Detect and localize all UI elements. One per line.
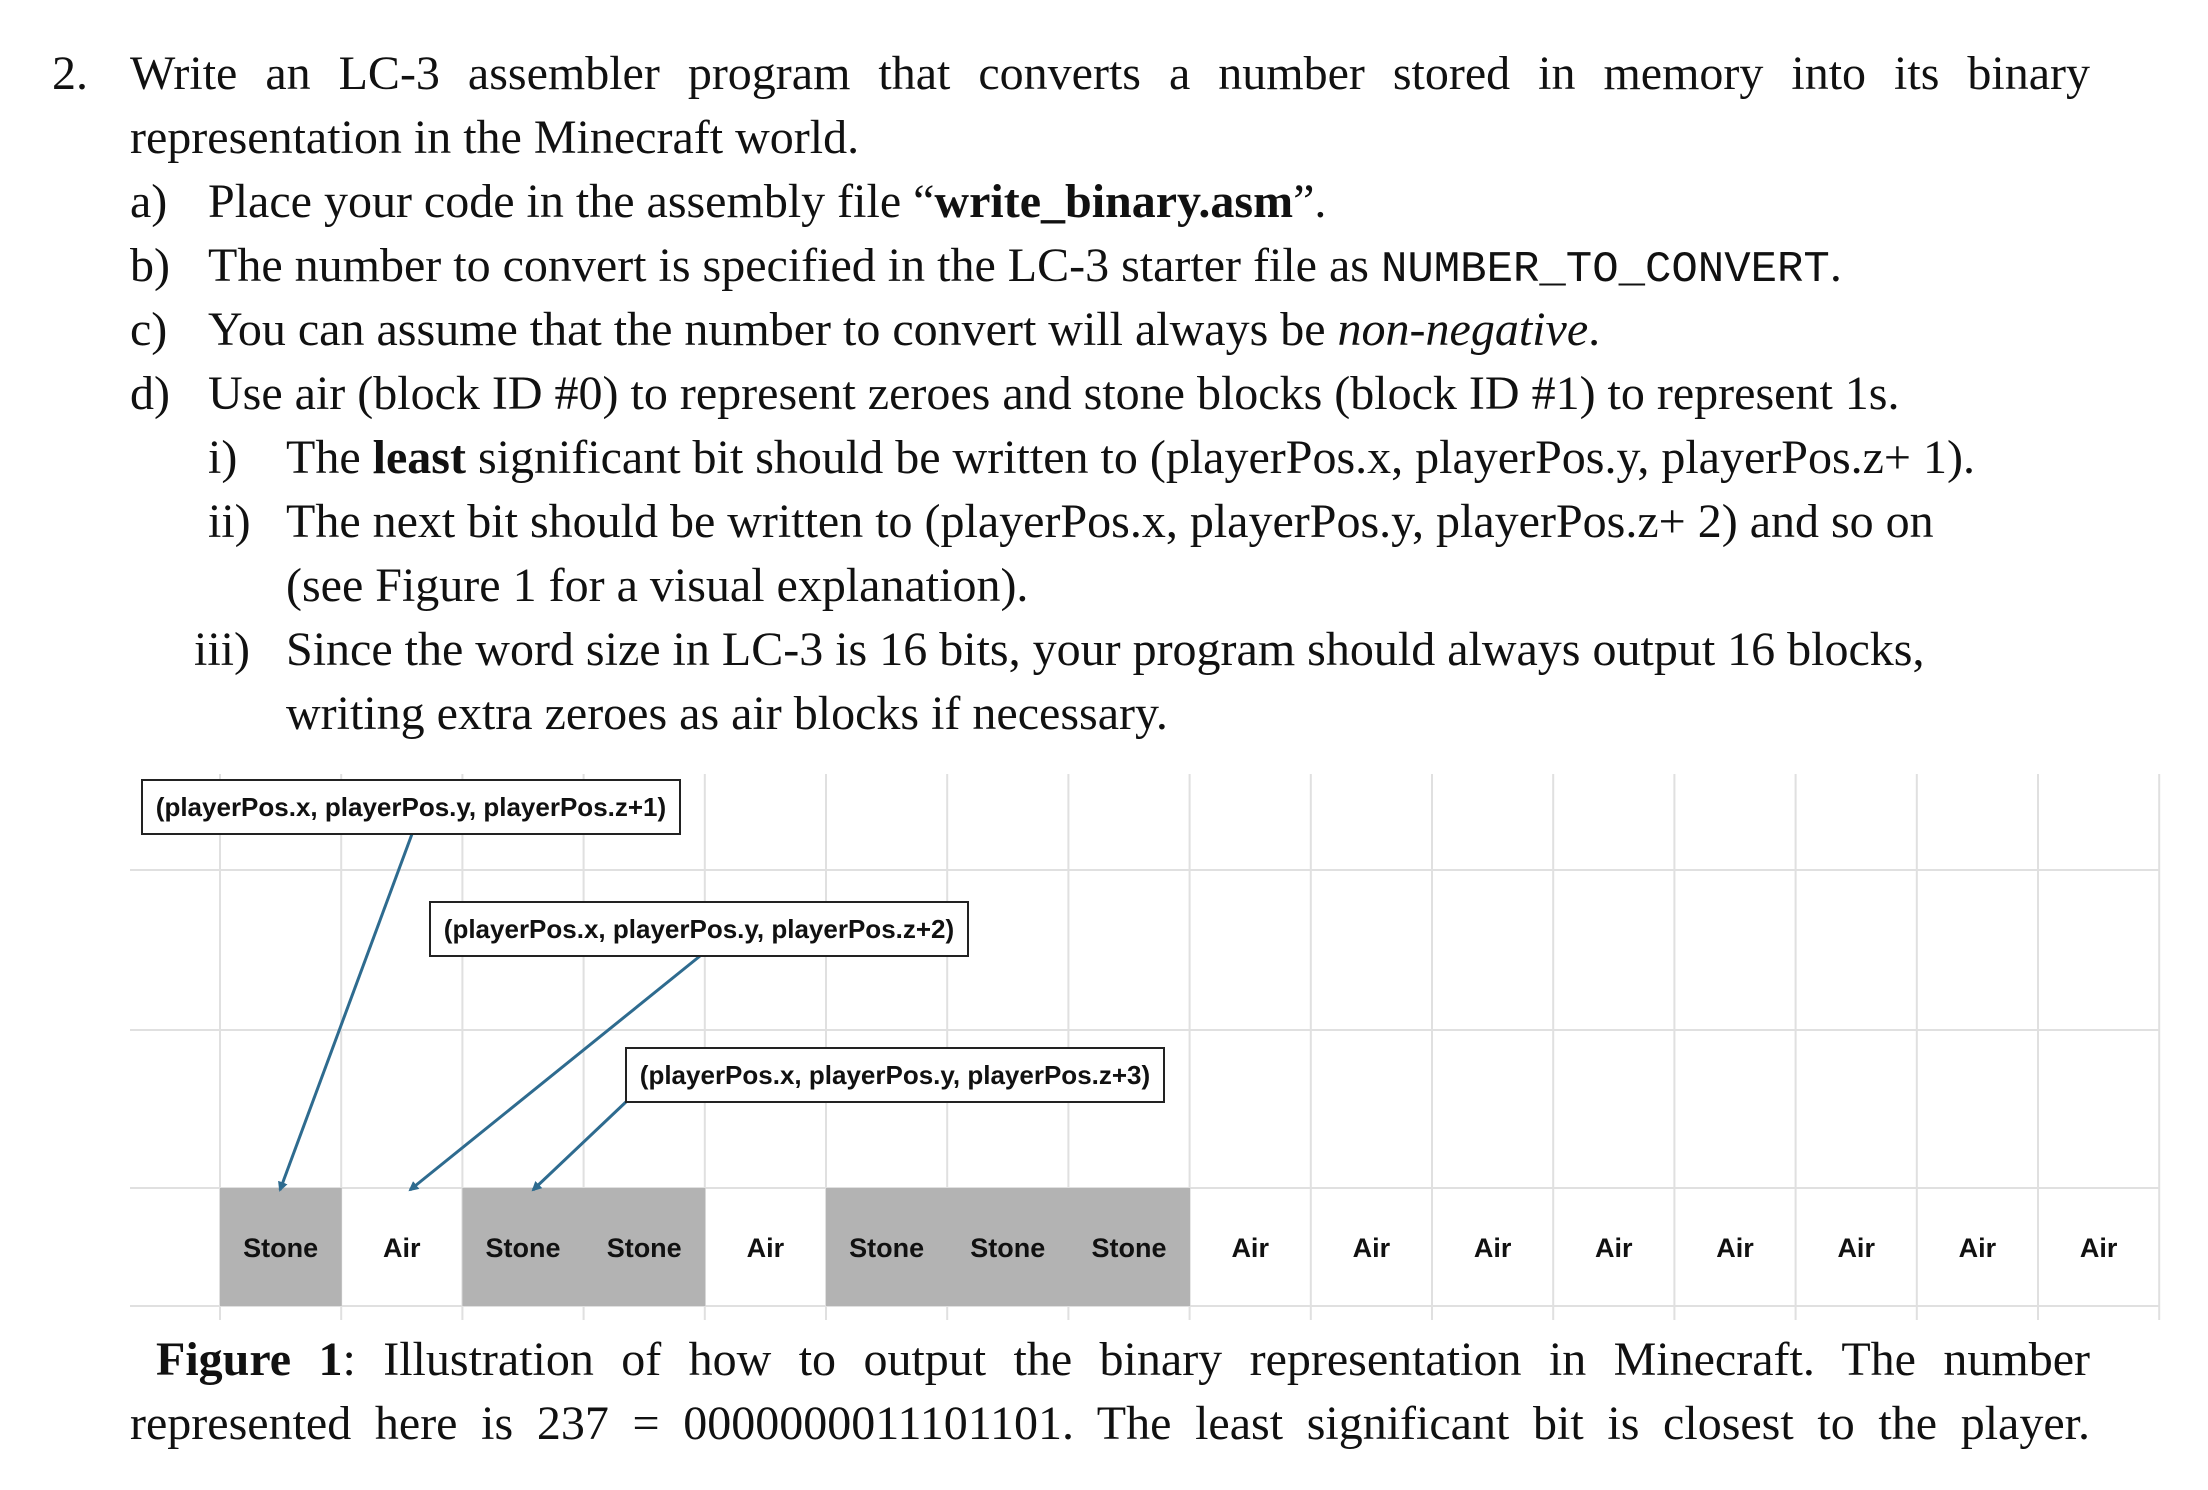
item-b-label: b) bbox=[130, 239, 170, 292]
stone-block-label: Stone bbox=[243, 1233, 319, 1263]
subitem-i-bold: least bbox=[372, 431, 466, 484]
subitem-i-pre: The bbox=[286, 431, 373, 484]
problem-number: 2. bbox=[52, 47, 88, 100]
item-a-label: a) bbox=[130, 175, 168, 228]
item-d-label: d) bbox=[130, 367, 170, 420]
stone-block-label: Stone bbox=[606, 1233, 682, 1263]
callout-z2: (playerPos.x, playerPos.y, playerPos.z+2) bbox=[443, 914, 955, 944]
intro-line-1: Write an LC-3 assembler program that converts a number stored in memory into its binary bbox=[130, 47, 2090, 100]
item-b-code: NUMBER_TO_CONVERT bbox=[1380, 245, 1830, 295]
subitem-ii-label: ii) bbox=[208, 495, 251, 548]
subitem-iii-line2: writing extra zeroes as air blocks if necessary. bbox=[286, 687, 1168, 740]
arrow-z1 bbox=[280, 834, 412, 1190]
stone-block-label: Stone bbox=[1091, 1233, 1167, 1263]
subitem-i-post: significant bit should be written to (playerPos.x, playerPos.y, playerPos.z+ 1). bbox=[465, 431, 1975, 484]
subitem-i-label: i) bbox=[208, 431, 238, 484]
stone-block-label: Stone bbox=[849, 1233, 925, 1263]
air-block-label: Air bbox=[1958, 1233, 1997, 1263]
item-a-pre: Place your code in the assembly file “ bbox=[208, 175, 935, 228]
subitem-ii-line1: The next bit should be written to (playerPos.x, playerPos.y, playerPos.z+ 2) and so on bbox=[286, 495, 1934, 548]
subitem-iii-line1: Since the word size in LC-3 is 16 bits, your program should always output 16 blocks, bbox=[286, 623, 1925, 676]
caption-line1-rest: : Illustration of how to output the binary representation in Minecraft. The number bbox=[342, 1333, 2091, 1386]
intro-line-2: representation in the Minecraft world. bbox=[130, 111, 860, 164]
air-block-label: Air bbox=[2079, 1233, 2118, 1263]
figure-caption-line1 bbox=[156, 1330, 2090, 1390]
callout-z1: (playerPos.x, playerPos.y, playerPos.z+1) bbox=[155, 792, 667, 822]
air-block-label: Air bbox=[1837, 1233, 1875, 1263]
stone-block-label: Stone bbox=[970, 1233, 1046, 1263]
air-block-label: Air bbox=[1595, 1233, 1633, 1263]
air-block-label: Air bbox=[1716, 1233, 1754, 1263]
item-c-post: . bbox=[1588, 303, 1601, 356]
air-block-label: Air bbox=[383, 1233, 421, 1263]
callout-arrows bbox=[280, 834, 700, 1190]
air-block-label: Air bbox=[746, 1233, 785, 1263]
subitem-iii-label: iii) bbox=[194, 623, 250, 676]
item-a-filename: write_binary.asm bbox=[934, 175, 1294, 228]
item-c-label: c) bbox=[130, 303, 168, 356]
item-d-text: Use air (block ID #0) to represent zeroes and stone blocks (block ID #1) to represent 1s. bbox=[208, 367, 1900, 420]
item-b-post: . bbox=[1829, 239, 1842, 292]
item-c-pre: You can assume that the number to convert will always be bbox=[208, 303, 1338, 356]
subitem-ii-line2: (see Figure 1 for a visual explanation). bbox=[286, 559, 1029, 612]
caption-label: Figure 1 bbox=[156, 1333, 343, 1386]
callout-z3: (playerPos.x, playerPos.y, playerPos.z+3) bbox=[639, 1060, 1151, 1090]
item-a-post: ”. bbox=[1293, 175, 1327, 228]
stone-block-label: Stone bbox=[485, 1233, 561, 1263]
air-block-label: Air bbox=[1231, 1233, 1269, 1263]
figure-caption-line2: represented here is 237 = 0000000011101101. The least significant bit is closest to the player. bbox=[130, 1397, 2090, 1450]
item-b-pre: The number to convert is specified in the LC-3 starter file as bbox=[208, 239, 1381, 292]
air-block-label: Air bbox=[1473, 1233, 1512, 1263]
air-block-label: Air bbox=[1352, 1233, 1391, 1263]
item-c-italic: non-negative bbox=[1337, 303, 1589, 356]
callouts bbox=[142, 780, 1164, 1102]
arrow-z3 bbox=[533, 1100, 628, 1190]
block-row bbox=[220, 1188, 2118, 1306]
